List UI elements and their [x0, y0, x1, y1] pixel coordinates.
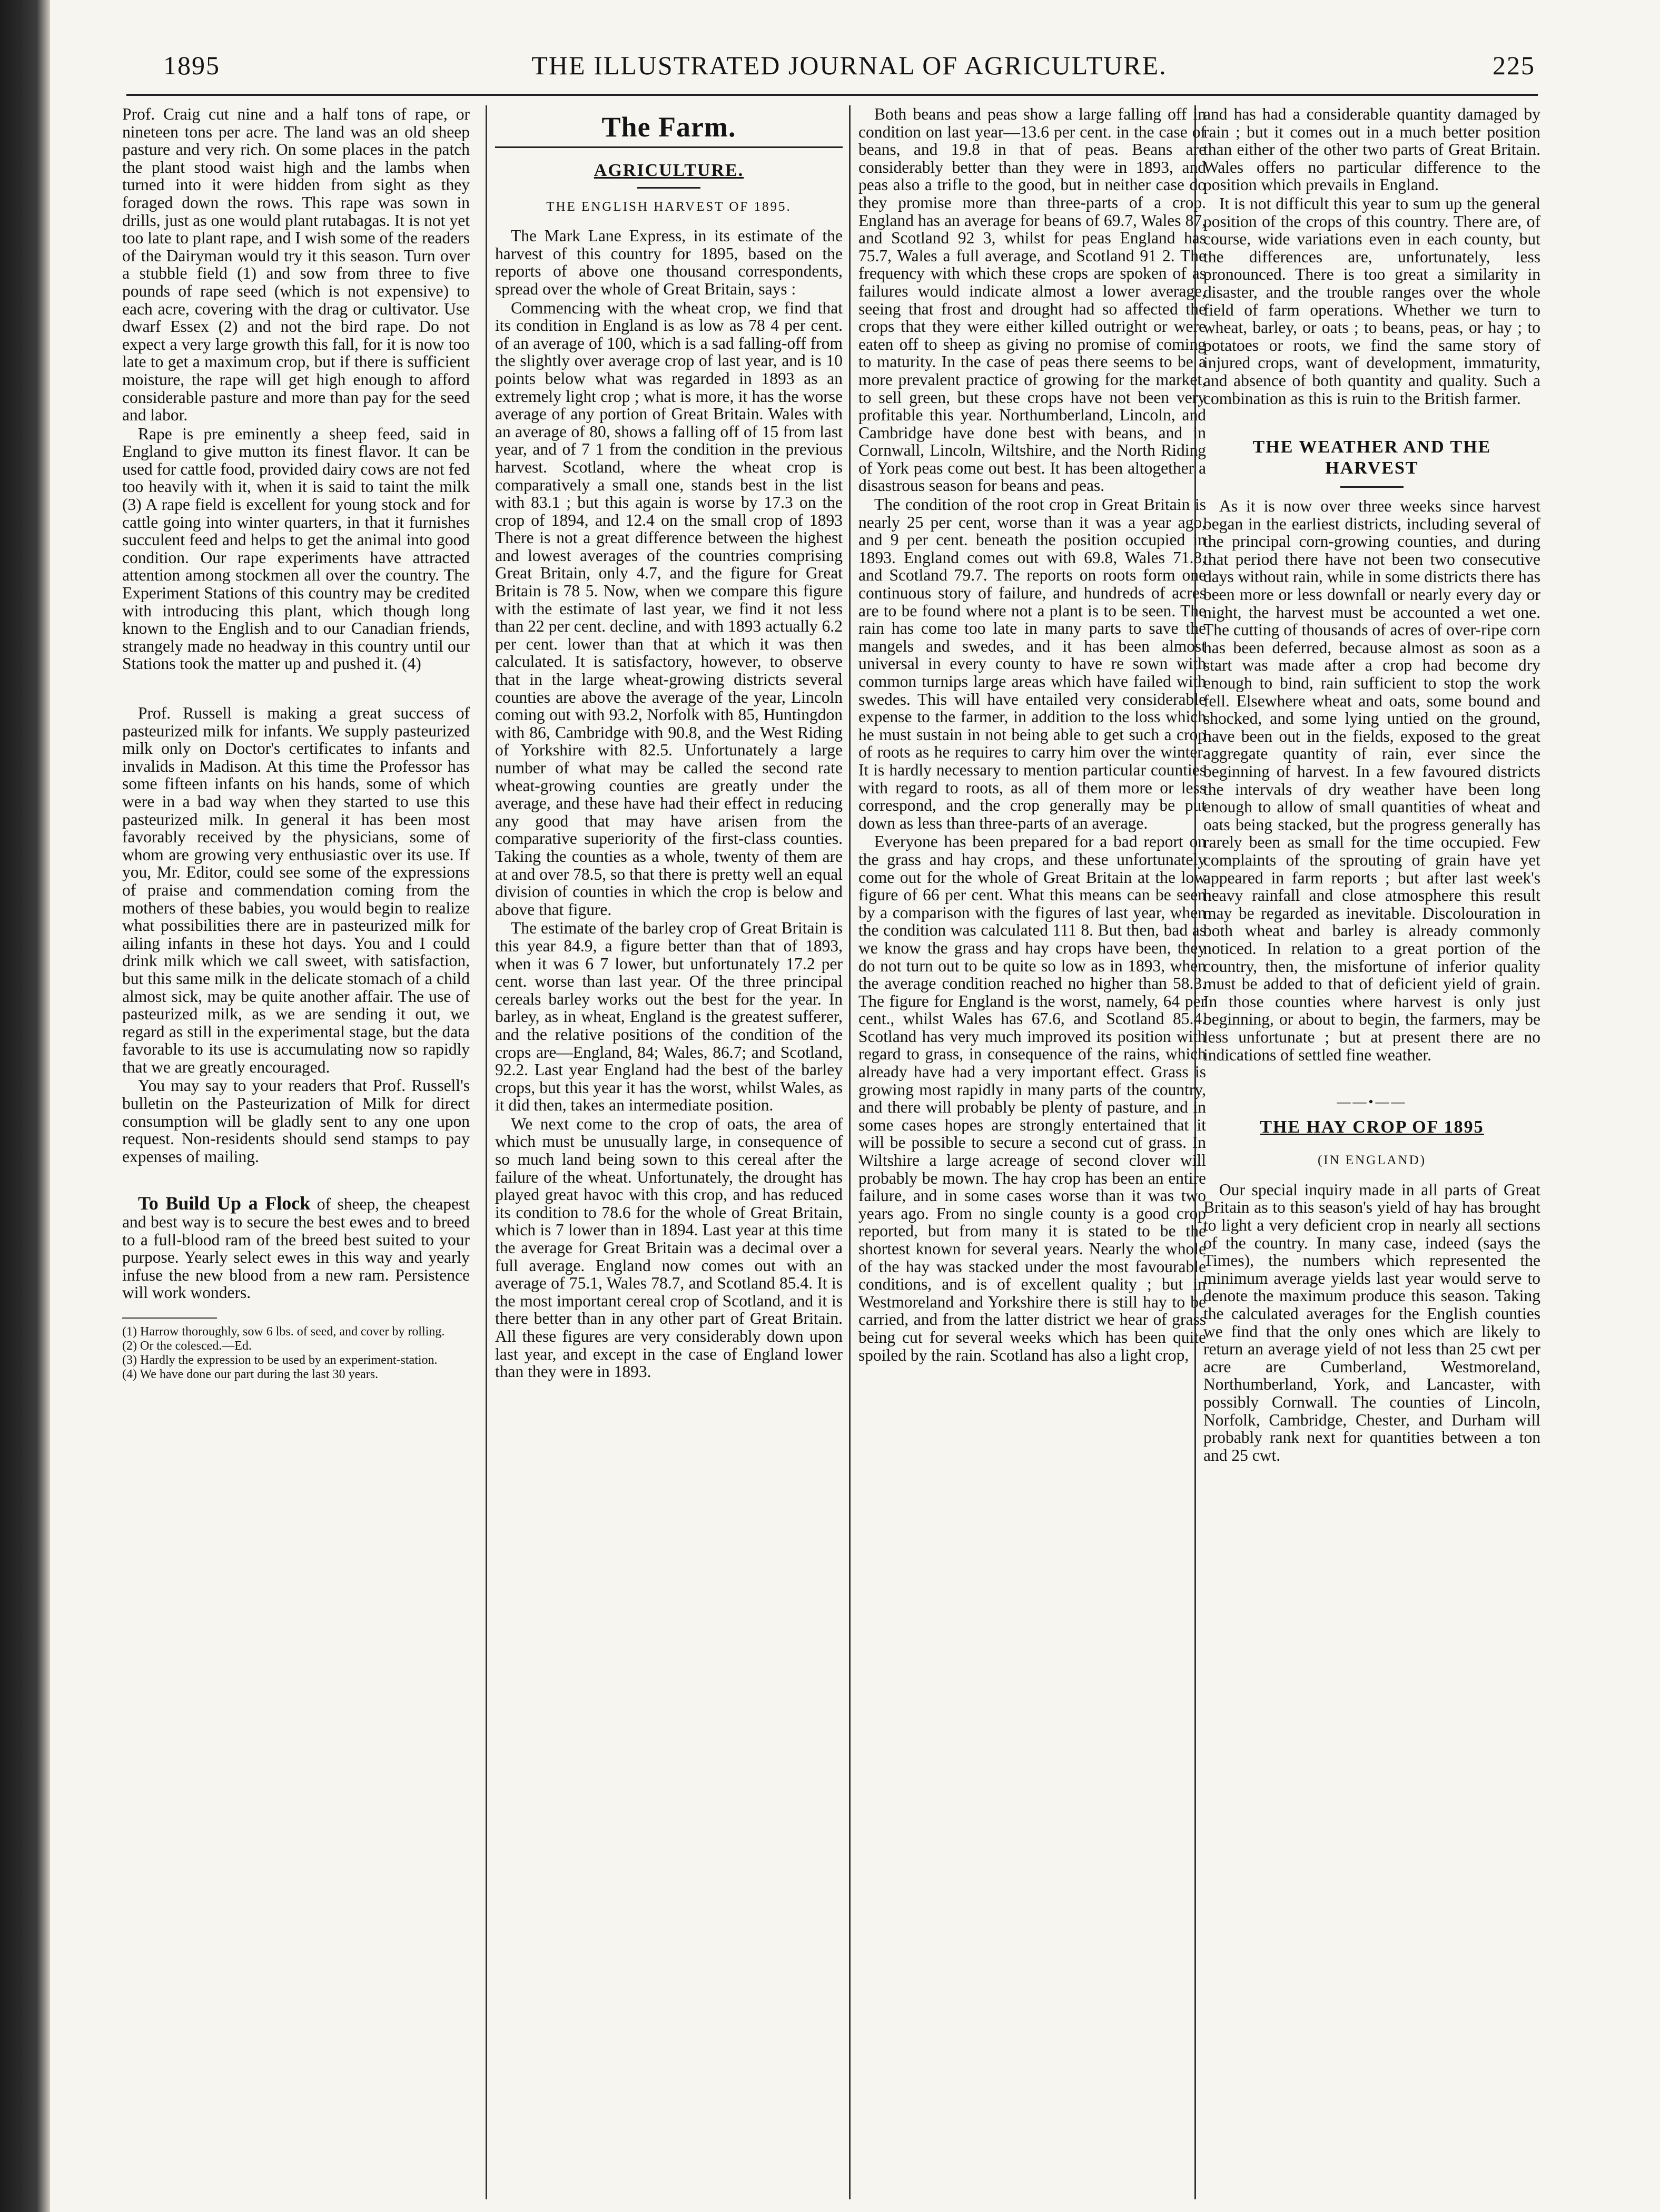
- column-4: [1203, 105, 1540, 2202]
- paragraph: The estimate of the barley crop of Great Britain is this year 84.9, a figure better than that of 1893, when it was 6 7 lower, but unfortunately 17.2 per cent. worse than last year. Of the three principal cereals barley works out the best for the year. In barley, as in wheat, England is the greatest sufferer, and the relative positions of the condition of the crops are—England, 84; Wales, 86.7; and Scotland, 92.2. Last year England had the best of the barley crops, but this year it has the worst, whilst Wales, as it did then, takes an intermediate position.: [495, 919, 843, 1115]
- page-header: [163, 50, 1535, 87]
- ornament-divider: ——•——: [1337, 1094, 1407, 1110]
- paragraph: Prof. Russell is making a great success of pasteurized milk for infants. We supply pasteurized milk only on Doctor's certificates to infants and invalids in Madison. At this time the Professor has some fifteen infants on his hands, some of which were in a bad way when they started to use this pasteurized milk. In general it has been most favorably received by the physicians, some of whom are growing very enthusiastic over its use. If you, Mr. Editor, could see some of the expressions of praise and commendation coming from the mothers of these babies, you would begin to realize what possibilities there are in pasteurized milk for ailing infants in these hot days. You and I could drink milk which we call sweet, with satisfaction, but this same milk in the delicate stomach of a child almost sick, may be quite another affair. The use of pasteurized milk, as we are sending it out, we regard as still in the experimental stage, but the data favorable to its use is accumulating now so rapidly that we are greatly encouraged.: [122, 704, 470, 1076]
- paragraph: Our special inquiry made in all parts of Great Britain as to this season's yield of hay has brought to light a very deficient crop in nearly all sections of the country. In many case, indeed (says the Times), the numbers which represented the minimum average yields last year would serve to denote the maximum produce this season. Taking the calculated averages for the English counties we find that the only ones which are likely to return an average yield of not less than 25 cwt per acre are Cumberland, Westmoreland, Northumberland, York, and Lancaster, with possibly Cornwall. The counties of Lincoln, Norfolk, Cambridge, Chester, and Durham will probably rank next for quantities between a ton and 25 cwt.: [1203, 1180, 1540, 1464]
- article-subheading: THE ENGLISH HARVEST OF 1895.: [546, 199, 792, 214]
- paragraph: and has had a considerable quantity damaged by rain ; but it comes out in a much better position than either of the other two parts of Great Britain. Wales offers no particular difference to the position which prevails in England.: [1203, 105, 1540, 194]
- flock-text: of sheep, the cheapest and best way is to secure the best ewes and to breed to a full-blood ram of the breed best suited to your purpose. Yearly select ewes in this way and yearly infuse the new blood from a new ram. Persistence will work wonders.: [122, 1195, 470, 1302]
- heading-rule: [637, 187, 700, 189]
- footnote-rule: [122, 1318, 217, 1319]
- column-2: [495, 105, 843, 2202]
- paragraph: Commencing with the wheat crop, we find that its condition in England is as low as 78 4 per cent. of an average of 100, which is a sad falling-off from the slightly over average crop of last year, and is 10 points below what was regarded in 1893 as an extremely light crop ; what is more, it has the worse average of any portion of Great Britain. Wales with an average of 80, shows a falling off of 15 from last year, and of 7 1 from the condition in the previous harvest. Scotland, where the wheat crop is comparatively a small one, stands best in the list with 83.1 ; but this again is worse by 17.3 on the crop of 1894, and 12.4 on the small crop of 1893 There is not a great difference between the highest and lowest averages of the countries comprising Great Britain, only 4.7, and the figure for Great Britain is 78 5. Now, when we compare this figure with the estimate of last year, we find it not less than 22 per cent. decline, and with 1893 actually 6.2 per cent. lower than that at which it was then calculated. It is satisfactory, however, to observe that in the large wheat-growing districts several counties are above the average of the year, Lincoln coming out with 93.2, Norfolk with 85, Huntingdon with 86, Cambridge with 90.8, and the West Riding of Yorkshire with 82.5. Unfortunately a large number of what may be called the second rate wheat-growing counties are greatly under the average, and these have had their effect in reducing any good that may have arisen from the comparative superiority of the first-class counties. Taking the counties as a whole, twenty of them are at and over 78.5, so that there is pretty well an equal division of counties in which the crop is below and above that figure.: [495, 298, 843, 919]
- article-heading: AGRICULTURE.: [594, 161, 744, 180]
- paragraph: It is not difficult this year to sum up the general position of the crops of this country. There are, of course, wide variations even in each county, but the differences are, unfortunately, less pronounced. There is too great a similarity in disaster, and the trouble ranges over the whole field of farm operations. Whether we turn to wheat, barley, or oats ; to beans, peas, or hay ; to potatoes or roots, we find the same story of injured crops, want of development, immaturity, and absence of both quantity and quality. Such a combination as this is ruin to the British farmer.: [1203, 194, 1540, 408]
- footnote: (1) Harrow thoroughly, sow 6 lbs. of seed, and cover by rolling.: [122, 1325, 445, 1339]
- footnotes: [122, 1318, 470, 1382]
- section-title: The Farm.: [601, 111, 736, 143]
- heading-rule: [1340, 486, 1404, 488]
- paragraph: Both beans and peas show a large falling off in condition on last year—13.6 per cent. in the case of beans, and 19.8 in that of peas. Beans are considerably better than they were in 1893, and peas also a trifle to the good, but in neither case do they promise more than three-parts of a crop. England has an average for beans of 69.7, Wales 87, and Scotland 92 3, whilst for peas England has 75.7, Wales a full average, and Scotland 91 2. The frequency with which these crops are spoken of as failures would indicate almost a lower average, seeing that frost and drought had so affected the crops that they were either killed outright or were eaten off to sheep as giving no promise of coming to maturity. In the case of peas there seems to be a more prevalent practice of growing for the market, to sell green, but these crops have not been very profitable this year. Northumberland, Lincoln, and Cambridge have done best with beans, and in Cornwall, Lincoln, Wiltshire, and the North Riding of York peas come out best. It has been altogether a disastrous season for beans and peas.: [858, 105, 1206, 495]
- footnote: (4) We have done our part during the last 30 years.: [122, 1368, 379, 1381]
- paragraph: Prof. Craig cut nine and a half tons of rape, or nineteen tons per acre. The land was an old sheep pasture and very rich. On some places in the patch the plant stood waist high and the lambs when turned into it were hidden from sight as they foraged down the rows. This rape was sown in drills, just as one would plant rutabagas. It is not yet too late to plant rape, and I wish some of the readers of the Dairyman would try it this season. Turn over a stubble field (1) and sow from three to five pounds of rape seed (which is not expensive) to each acre, covering with the drag or cultivator. Use dwarf Essex (2) and not the bird rape. Do not expect a very large growth this fall, for it is now too late to get a maximum crop, but if there is sufficient moisture, the rape will get high enough to afford considerable pasture and more than pay for the seed and labor.: [122, 105, 470, 425]
- header-rule: [126, 94, 1538, 96]
- paragraph: You may say to your readers that Prof. Russell's bulletin on the Pasteurization of Milk for direct consumption will be gladly sent to any one upon request. Non-residents should send stamps to pay expenses of mailing.: [122, 1076, 470, 1166]
- page-binding-edge: [0, 0, 50, 2212]
- flock-paragraph: [122, 1195, 470, 1302]
- spacer: [1203, 407, 1540, 428]
- paragraph: Rape is pre eminently a sheep feed, said in England to give mutton its finest flavor. It can be used for cattle food, provided dairy cows are not fed too heavily with it, when it is said to taint the milk (3) A rape field is excellent for young stock and for cattle going into winter quarters, in that it furnishes succulent feed and helps to get the animal into good condition. Our rape experiments have attracted attention among stockmen all over the country. The Experiment Stations of this country may be credited with introducing this plant, which though long known to the English and to our Canadian friends, strangely made no headway in this country until our Stations took the matter up and pushed it. (4): [122, 424, 470, 673]
- footnote: (3) Hardly the expression to be used by an experiment-station.: [122, 1353, 438, 1367]
- weather-heading: THE WEATHER AND THE HARVEST: [1252, 437, 1491, 478]
- section-rule: [495, 146, 843, 148]
- flock-lead-in: To Build Up a Flock: [138, 1193, 311, 1214]
- page-number: 225: [1493, 51, 1535, 80]
- column-divider: [849, 105, 851, 2199]
- column-3: [858, 105, 1206, 2202]
- paragraph: Everyone has been prepared for a bad report on the grass and hay crops, and these unfortunately come out for the whole of Great Britain at the low figure of 66 per cent. What this means can be seen by a comparison with the figures of last year, when the condition was calculated 111 8. But then, bad as we know the grass and hay crops have been, they do not turn out to be quite so low as in 1893, when the average condition reached no higher than 58.3. The figure for England is the worst, namely, 64 per cent., whilst Wales has 67.6, and Scotland 85.4. Scotland has very much improved its position with regard to grass, in consequence of the rains, which already have had a very important effect. Grass is growing most rapidly in many parts of the country, and there will probably be plenty of pasture, and in some cases hopes are strongly entertained that it will be possible to secure a second cut of grass. In Wiltshire a large acreage of second clover will probably be mown. The hay crop has been an entire failure, and in some cases worse than it was two years ago. From no single county is a good crop reported, but from many it is stated to be the shortest known for several years. Nearly the whole of the hay was stacked under the most favourable conditions, and is of excellent quality ; but in Westmoreland and Yorkshire there is still hay to be carried, and from the latter district we hear of grass being cut for several weeks which has been quite spoiled by the rain. Scotland has also a light crop,: [858, 832, 1206, 1364]
- spacer: [122, 1165, 470, 1195]
- hay-heading: THE HAY CROP OF 1895: [1260, 1117, 1484, 1137]
- paragraph: The Mark Lane Express, in its estimate of the harvest of this country for 1895, based on the reports of above one thousand correspondents, spread over the whole of Great Britain, says :: [495, 227, 843, 298]
- column-divider: [486, 105, 487, 2199]
- journal-title: THE ILLUSTRATED JOURNAL OF AGRICULTURE.: [531, 51, 1167, 80]
- column-1: [122, 105, 470, 2202]
- paragraph: As it is now over three weeks since harvest began in the earliest districts, including several of the principal corn-growing counties, and during that period there have not been two consecutive days without rain, while in some districts there has been more or less downfall or nearly every day or night, the harvest must be accounted a wet one. The cutting of thousands of acres of over-ripe corn has been deferred, because almost as soon as a start was made after a crop had become dry enough to bind, rain sufficient to stop the work fell. Elsewhere wheat and oats, some bound and shocked, and some lying untied on the ground, have been out in the fields, exposed to the great aggregate quantity of rain, ever since the beginning of harvest. In a few favoured districts the intervals of dry weather have been long enough to allow of small quantities of wheat and oats being stacked, but the progress generally has rarely been as small for the time occupied. Few complaints of the sprouting of grain have yet appeared in farm reports ; but after last week's heavy rainfall and close atmosphere this result may be regarded as inevitable. Discolouration in both wheat and barley is already commonly noticed. In relation to a great portion of the country, then, the misfortune of inferior quality must be added to that of deficient yield of grain. In those counties where harvest is only just beginning, or about to begin, the farmers, may be less unfortunate ; but at present there are no indications of settled fine weather.: [1203, 497, 1540, 1064]
- footnote: (2) Or the colesced.—Ed.: [122, 1339, 252, 1353]
- paragraph: The condition of the root crop in Great Britain is nearly 25 per cent, worse than it was a year ago, and 9 per cent. beneath the position occupied in 1893. England comes out with 69.8, Wales 71.8, and Scotland 79.7. The reports on roots form one continuous story of failure, and hundreds of acres are to be found where not a plant is to be seen. The rain has come too late in many parts to save the mangels and swedes, and it has been almost universal in every county to have re sown with common turnips large areas which have failed with swedes. This will have entailed very considerable expense to the farmer, in addition to the loss which he must sustain in not being able to get such a crop of roots as he requires to carry him over the winter. It is hardly necessary to mention particular counties with regard to roots, as all of them more or less correspond, and the crop generally may be put down as less than three-parts of an average.: [858, 495, 1206, 832]
- header-year: 1895: [163, 51, 220, 80]
- paragraph: We next come to the crop of oats, the area of which must be unusually large, in consequence of so much land being sown to this cereal after the failure of the wheat. Unfortunately, the drought has played great havoc with this crop, and has reduced its condition to 78.6 for the whole of Great Britain, which is 7 lower than in 1894. Last year at this time the average for Great Britain was a decimal over a full average. England now comes out with an average of 75.1, Wales 78.7, and Scotland 85.4. It is the most important cereal crop of Scotland, and it is there better than in any other part of Great Britain. All these figures are very considerably down upon last year, and except in the case of England lower than they were in 1893.: [495, 1114, 843, 1381]
- hay-subheading: (IN ENGLAND): [1317, 1153, 1427, 1168]
